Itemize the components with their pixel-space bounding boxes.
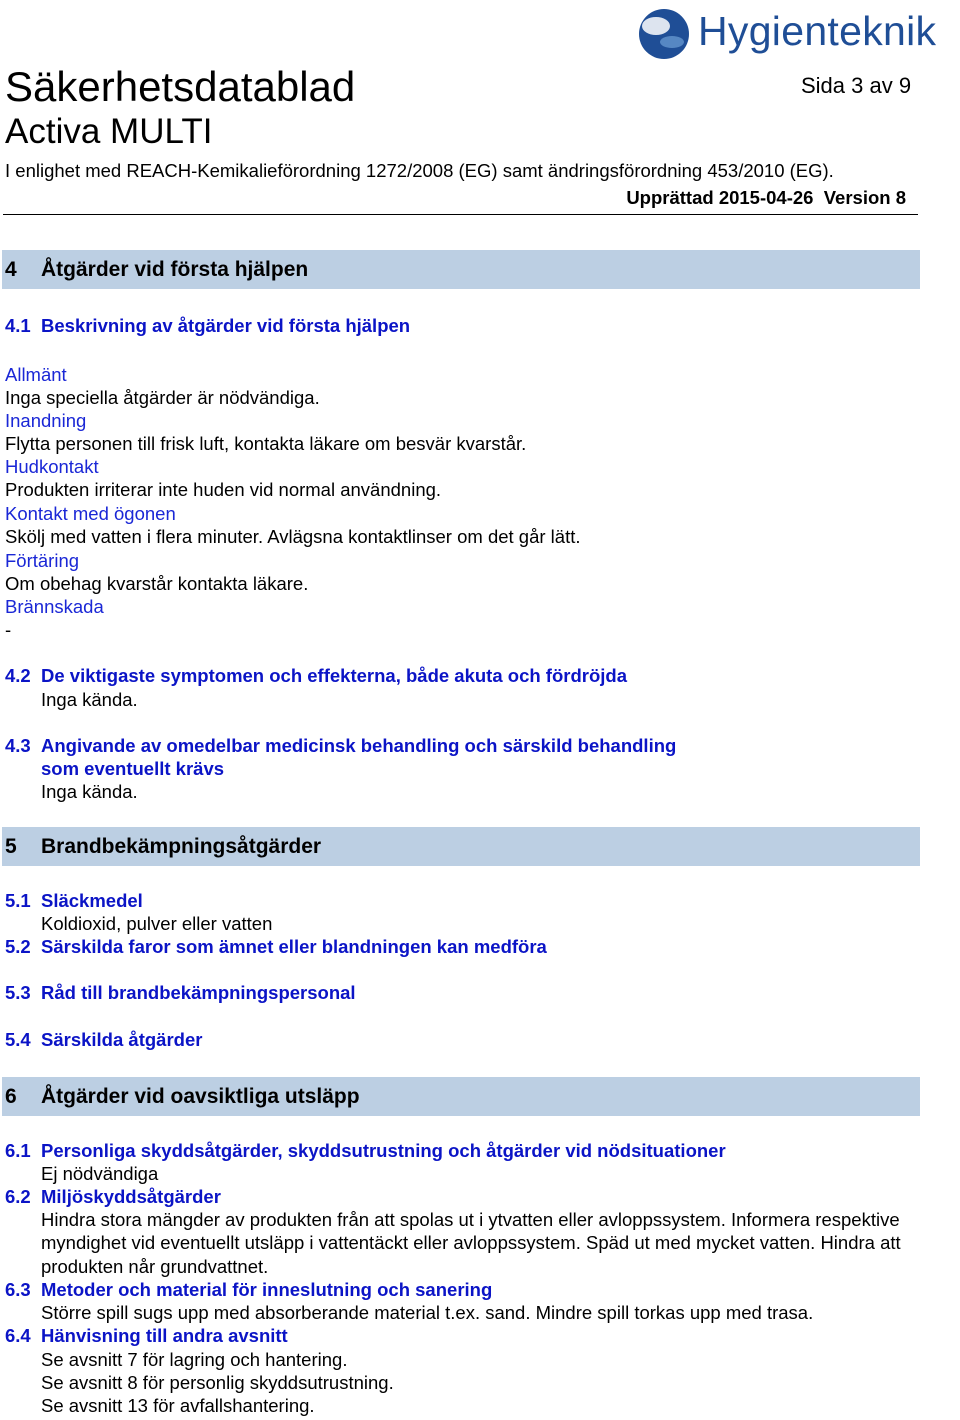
- label-inandning: Inandning: [5, 410, 87, 431]
- subsection-4-3-heading-cont: som eventuellt krävs: [41, 758, 225, 779]
- document-title: Säkerhetsdatablad: [5, 63, 356, 110]
- section-6-bar: [2, 1077, 920, 1116]
- text-hudkontakt: Produkten irriterar inte huden vid normal användning.: [5, 479, 442, 500]
- subsection-5-2-heading: [5, 935, 547, 958]
- subsection-4-2-heading: [5, 664, 627, 687]
- subsection-number: 5.3: [5, 982, 31, 1003]
- page-number: Sida 3 av 9: [801, 73, 912, 98]
- section-5-bar: [2, 827, 920, 866]
- subsection-number: 4.1: [5, 315, 31, 336]
- subsection-6-2-heading: [5, 1185, 221, 1208]
- subsection-title: Hänvisning till andra avsnitt: [41, 1325, 288, 1346]
- subsection-number: 6.2: [5, 1186, 31, 1207]
- subsection-4-3-heading: [5, 734, 676, 757]
- subsection-number: 4.3: [5, 735, 31, 756]
- text-6-3: Större spill sugs upp med absorberande material t.ex. sand. Mindre spill torkas upp med trasa.: [41, 1302, 814, 1323]
- section-number: 6: [5, 1085, 17, 1108]
- subsection-title: Särskilda åtgärder: [41, 1029, 203, 1050]
- subsection-5-1-heading: [5, 889, 143, 912]
- text-ogonen: Skölj med vatten i flera minuter. Avlägsna kontaktlinser om det går lätt.: [5, 526, 581, 547]
- subsection-title: Särskilda faror som ämnet eller blandningen kan medföra: [41, 936, 547, 957]
- text-fortaring: Om obehag kvarstår kontakta läkare.: [5, 573, 309, 594]
- label-allmant: Allmänt: [5, 364, 67, 385]
- section-4-bar: [2, 250, 920, 289]
- section-number: 4: [5, 258, 17, 281]
- text-5-1: Koldioxid, pulver eller vatten: [41, 913, 273, 934]
- logo-globe-icon: [636, 6, 696, 62]
- text-6-4-line: Se avsnitt 8 för personlig skyddsutrustning.: [41, 1372, 394, 1393]
- text-inandning: Flytta personen till frisk luft, kontakta läkare om besvär kvarstår.: [5, 433, 527, 454]
- logo-wordmark: Hygienteknik: [698, 8, 937, 54]
- section-title: Åtgärder vid första hjälpen: [41, 258, 309, 281]
- header-divider: [3, 214, 918, 215]
- product-name: Activa MULTI: [5, 112, 213, 151]
- subsection-6-4-heading: [5, 1324, 288, 1347]
- subsection-number: 4.2: [5, 665, 31, 686]
- text-brannskada: -: [5, 619, 12, 640]
- subsection-number: 5.4: [5, 1029, 31, 1050]
- text-6-4-line: Se avsnitt 7 för lagring och hantering.: [41, 1349, 348, 1370]
- subsection-title: Miljöskyddsåtgärder: [41, 1186, 221, 1207]
- subsection-title: Personliga skyddsåtgärder, skyddsutrustning och åtgärder vid nödsituationer: [41, 1140, 726, 1161]
- subsection-number: 6.3: [5, 1279, 31, 1300]
- label-fortaring: Förtäring: [5, 550, 80, 571]
- label-brannskada: Brännskada: [5, 596, 104, 617]
- text-6-1: Ej nödvändiga: [41, 1163, 159, 1184]
- label-hudkontakt: Hudkontakt: [5, 456, 99, 477]
- created-version: Upprättad 2015-04-26 Version 8: [626, 187, 906, 208]
- regulation-line: I enlighet med REACH-Kemikalieförordning 1272/2008 (EG) samt ändringsförordning 453/2010 (EG).: [5, 160, 834, 181]
- subsection-number: 6.1: [5, 1140, 31, 1161]
- subsection-title: De viktigaste symptomen och effekterna, både akuta och fördröjda: [41, 665, 627, 686]
- subsection-title: Beskrivning av åtgärder vid första hjälpen: [41, 315, 411, 336]
- subsection-6-3-heading: [5, 1278, 492, 1301]
- subsection-number: 5.2: [5, 936, 31, 957]
- subsection-number: 6.4: [5, 1325, 31, 1346]
- subsection-title: Släckmedel: [41, 890, 143, 911]
- text-6-2: Hindra stora mängder av produkten från att spolas ut i ytvatten eller avloppssystem. Informera respektive myndighet vid eventuellt utsläpp i vattentäckt eller avloppssystem. Späd ut med mycket vatten. Hindra att produkten når grundvattnet.: [41, 1209, 901, 1277]
- subsection-number: 5.1: [5, 890, 31, 911]
- subsection-5-4-heading: [5, 1028, 202, 1051]
- text-4-2: Inga kända.: [41, 689, 138, 710]
- subsection-title: Angivande av omedelbar medicinsk behandling och särskild behandling: [41, 735, 677, 756]
- section-number: 5: [5, 835, 17, 858]
- subsection-5-3-heading: [5, 981, 356, 1004]
- subsection-6-1-heading: [5, 1139, 726, 1162]
- company-logo: [636, 6, 960, 62]
- subsection-4-1-heading: [5, 314, 410, 337]
- section-title: Åtgärder vid oavsiktliga utsläpp: [41, 1085, 360, 1108]
- text-6-4-line: Se avsnitt 13 för avfallshantering.: [41, 1395, 315, 1416]
- subsection-title: Råd till brandbekämpningspersonal: [41, 982, 356, 1003]
- label-ogonen: Kontakt med ögonen: [5, 503, 176, 524]
- text-allmant: Inga speciella åtgärder är nödvändiga.: [5, 387, 320, 408]
- subsection-title: Metoder och material för inneslutning och sanering: [41, 1279, 493, 1300]
- section-title: Brandbekämpningsåtgärder: [41, 835, 322, 858]
- text-4-3: Inga kända.: [41, 781, 138, 802]
